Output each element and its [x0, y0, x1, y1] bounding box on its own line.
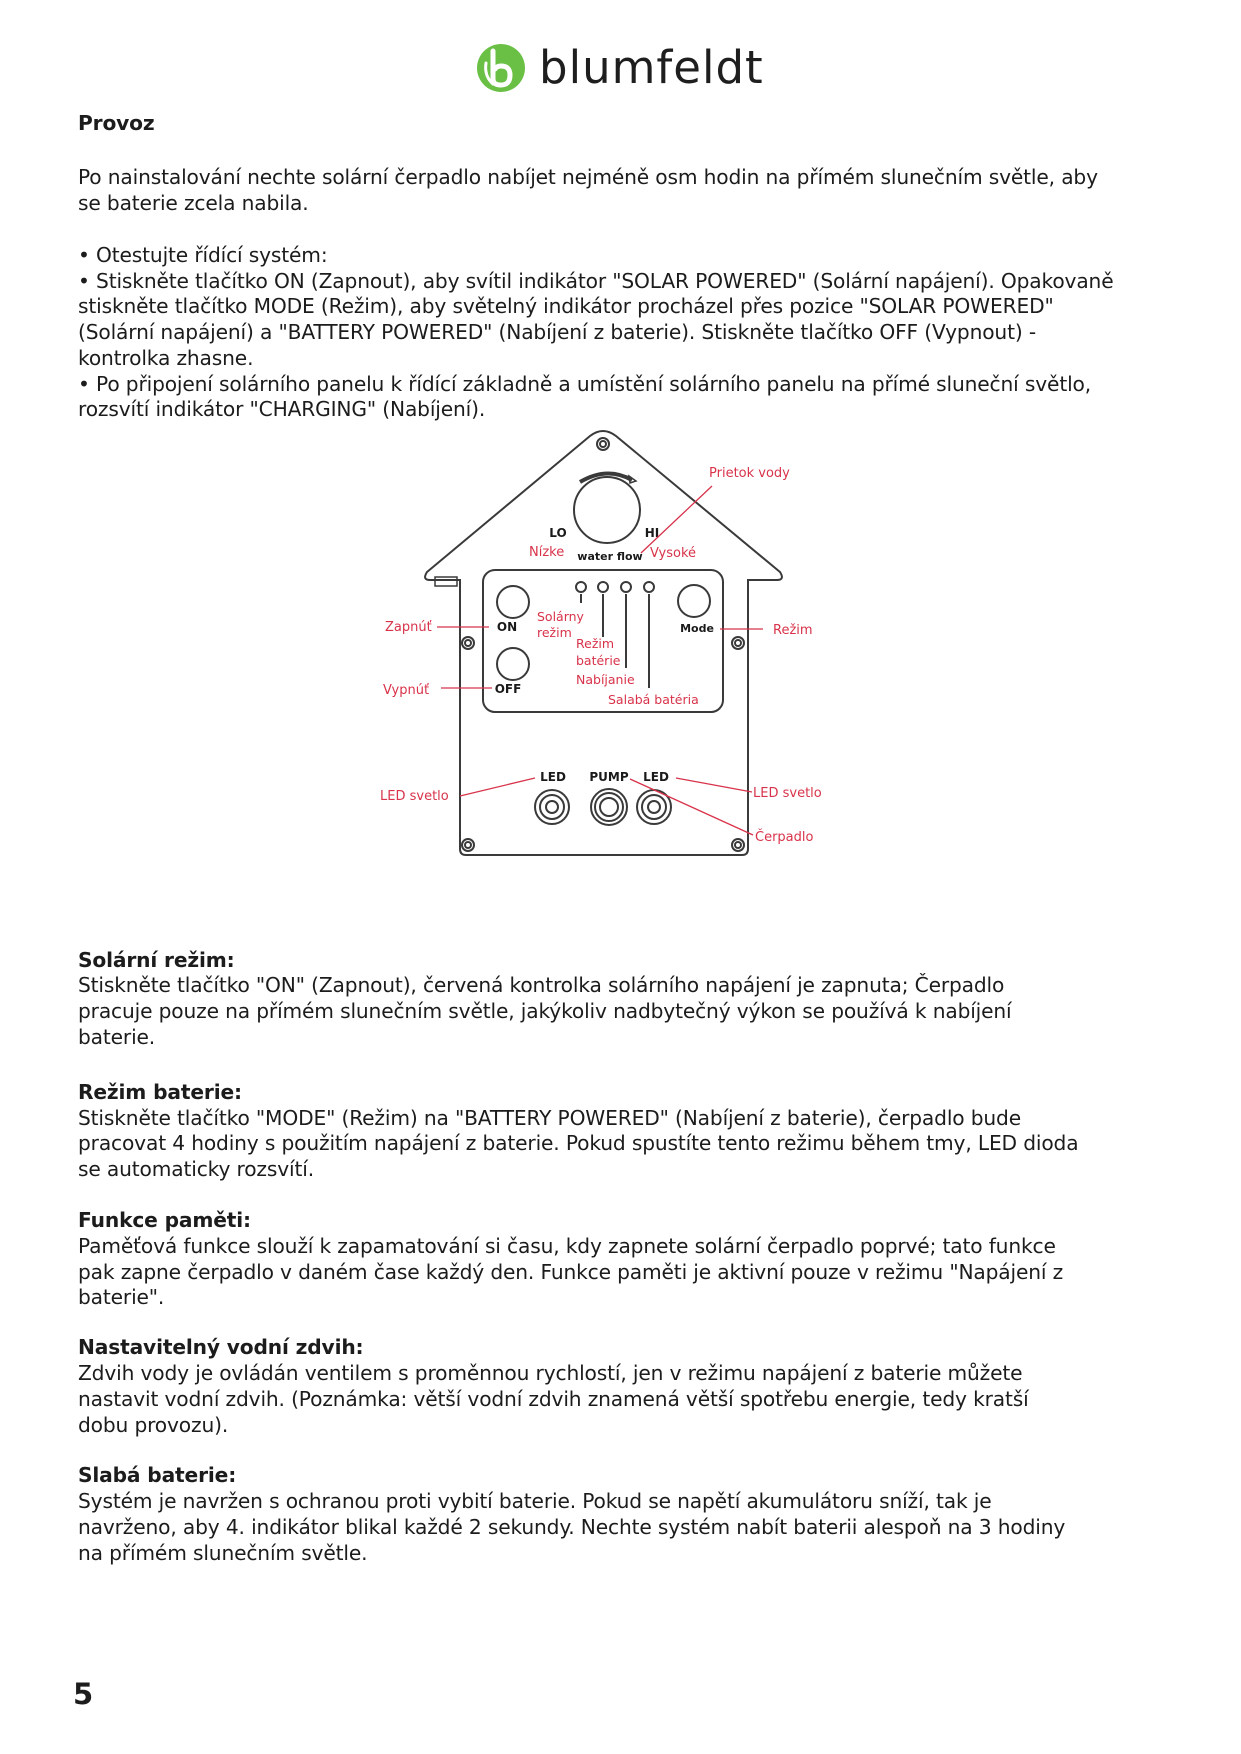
- section-line: Stiskněte tlačítko "ON" (Zapnout), červená kontrolka solárního napájení je zapnuta; Čerpadlo: [78, 973, 1005, 997]
- bullet-line: • Po připojení solárního panelu k řídící základně a umístění solárního panelu na přímé sluneční světlo,: [78, 372, 1092, 396]
- water-flow-label: water flow: [577, 550, 643, 563]
- led-left-label: LED: [540, 770, 566, 784]
- callout-slaba-bateria: Salabá batéria: [608, 692, 699, 707]
- led-right-label: LED: [643, 770, 669, 784]
- section-line: baterie".: [78, 1285, 165, 1309]
- brand-logo: [476, 40, 764, 96]
- section-heading: Nastavitelný vodní zdvih:: [78, 1335, 364, 1359]
- off-label: OFF: [494, 682, 522, 696]
- intro-line: se baterie zcela nabila.: [78, 191, 309, 215]
- callout-rezim: Režim: [773, 623, 813, 638]
- on-button-glyph: [497, 586, 529, 618]
- bullet-line: kontrolka zhasne.: [78, 346, 254, 370]
- bullet-line: stiskněte tlačítko MODE (Režim), aby světelný indikátor procházel přes pozice "SOLAR POWERED": [78, 294, 1054, 318]
- section-line: pracovat 4 hodiny s použitím napájení z baterie. Pokud spustíte tento režimu během tmy, LED dioda: [78, 1131, 1079, 1155]
- callout-nabijanie: Nabíjanie: [576, 672, 635, 687]
- callout-vysoke: Vysoké: [650, 546, 697, 561]
- callout-led-svetlo-left: LED svetlo: [380, 789, 449, 804]
- callout-prietok-vody: Prietok vody: [709, 466, 790, 481]
- section-heading: Funkce paměti:: [78, 1208, 251, 1232]
- callout-solarny-2: režim: [537, 625, 572, 640]
- lo-label: LO: [549, 526, 567, 540]
- page-number: 5: [73, 1677, 94, 1711]
- section-heading: Solární režim:: [78, 948, 235, 972]
- callout-cerpadlo: Čerpadlo: [755, 830, 814, 845]
- brand-name: blumfeldt: [539, 41, 764, 94]
- bullet-line: (Solární napájení) a "BATTERY POWERED" (Nabíjení z baterie). Stiskněte tlačítko OFF (Vypnout) -: [78, 320, 1036, 344]
- section-line: na přímém slunečním světle.: [78, 1541, 368, 1565]
- section-title: Provoz: [78, 111, 155, 135]
- mode-label: Mode: [680, 622, 714, 635]
- section-line: pracuje pouze na přímém slunečním světle, jakýkoliv nadbytečný výkon se používá k nabíjení: [78, 999, 1012, 1023]
- section-line: navrženo, aby 4. indikátor blikal každé 2 sekundy. Nechte systém nabít baterii alespoň na 3 hodiny: [78, 1515, 1066, 1539]
- section-line: dobu provozu).: [78, 1413, 229, 1437]
- water-flow-knob: [574, 477, 640, 543]
- section-heading: Slabá baterie:: [78, 1463, 237, 1487]
- bullet-line: • Stiskněte tlačítko ON (Zapnout), aby svítil indikátor "SOLAR POWERED" (Solární napájení). Opakovaně: [78, 269, 1114, 293]
- callout-vypnut: Vypnúť: [383, 683, 430, 698]
- section-line: se automaticky rozsvítí.: [78, 1157, 314, 1181]
- intro-line: Po nainstalování nechte solární čerpadlo nabíjet nejméně osm hodin na přímém slunečním světle, aby: [78, 165, 1098, 189]
- on-label: ON: [496, 620, 518, 634]
- mode-button-glyph: [678, 585, 710, 617]
- bullet-line: • Otestujte řídící systém:: [78, 243, 328, 267]
- bullet-line: rozsvítí indikátor "CHARGING" (Nabíjení).: [78, 397, 486, 421]
- hi-label: HI: [644, 526, 660, 540]
- section-line: Systém je navržen s ochranou proti vybití baterie. Pokud se napětí akumulátoru sníží, tak je: [78, 1489, 992, 1513]
- callout-rezim-baterie-2: batérie: [576, 653, 621, 668]
- callout-zapnut: Zapnúť: [385, 620, 432, 635]
- callout-rezim-baterie-1: Režim: [576, 636, 615, 651]
- control-panel-box: [483, 570, 723, 712]
- device-outline: [425, 431, 782, 855]
- callout-nizke: Nízke: [529, 545, 565, 560]
- section-line: pak zapne čerpadlo v daném čase každý den. Funkce paměti je aktivní pouze v režimu "Napájení z: [78, 1260, 1064, 1284]
- callout-led-svetlo-right: LED svetlo: [753, 786, 822, 801]
- section-line: Stiskněte tlačítko "MODE" (Režim) na "BATTERY POWERED" (Nabíjení z baterie), čerpadlo bude: [78, 1106, 1021, 1130]
- pump-label: PUMP: [589, 770, 629, 784]
- section-heading: Režim baterie:: [78, 1080, 242, 1104]
- section-line: baterie.: [78, 1025, 156, 1049]
- callout-solarny-1: Solárny: [537, 609, 584, 624]
- section-line: Paměťová funkce slouží k zapamatování si času, kdy zapnete solární čerpadlo poprvé; tato funkce: [78, 1234, 1056, 1258]
- leaf-b-icon: [476, 43, 526, 93]
- section-line: nastavit vodní zdvih. (Poznámka: větší vodní zdvih znamená větší spotřebu energie, tedy kratší: [78, 1387, 1029, 1411]
- off-button-glyph: [497, 648, 529, 680]
- section-line: Zdvih vody je ovládán ventilem s proměnnou rychlostí, jen v režimu napájení z baterie můžete: [78, 1361, 1023, 1385]
